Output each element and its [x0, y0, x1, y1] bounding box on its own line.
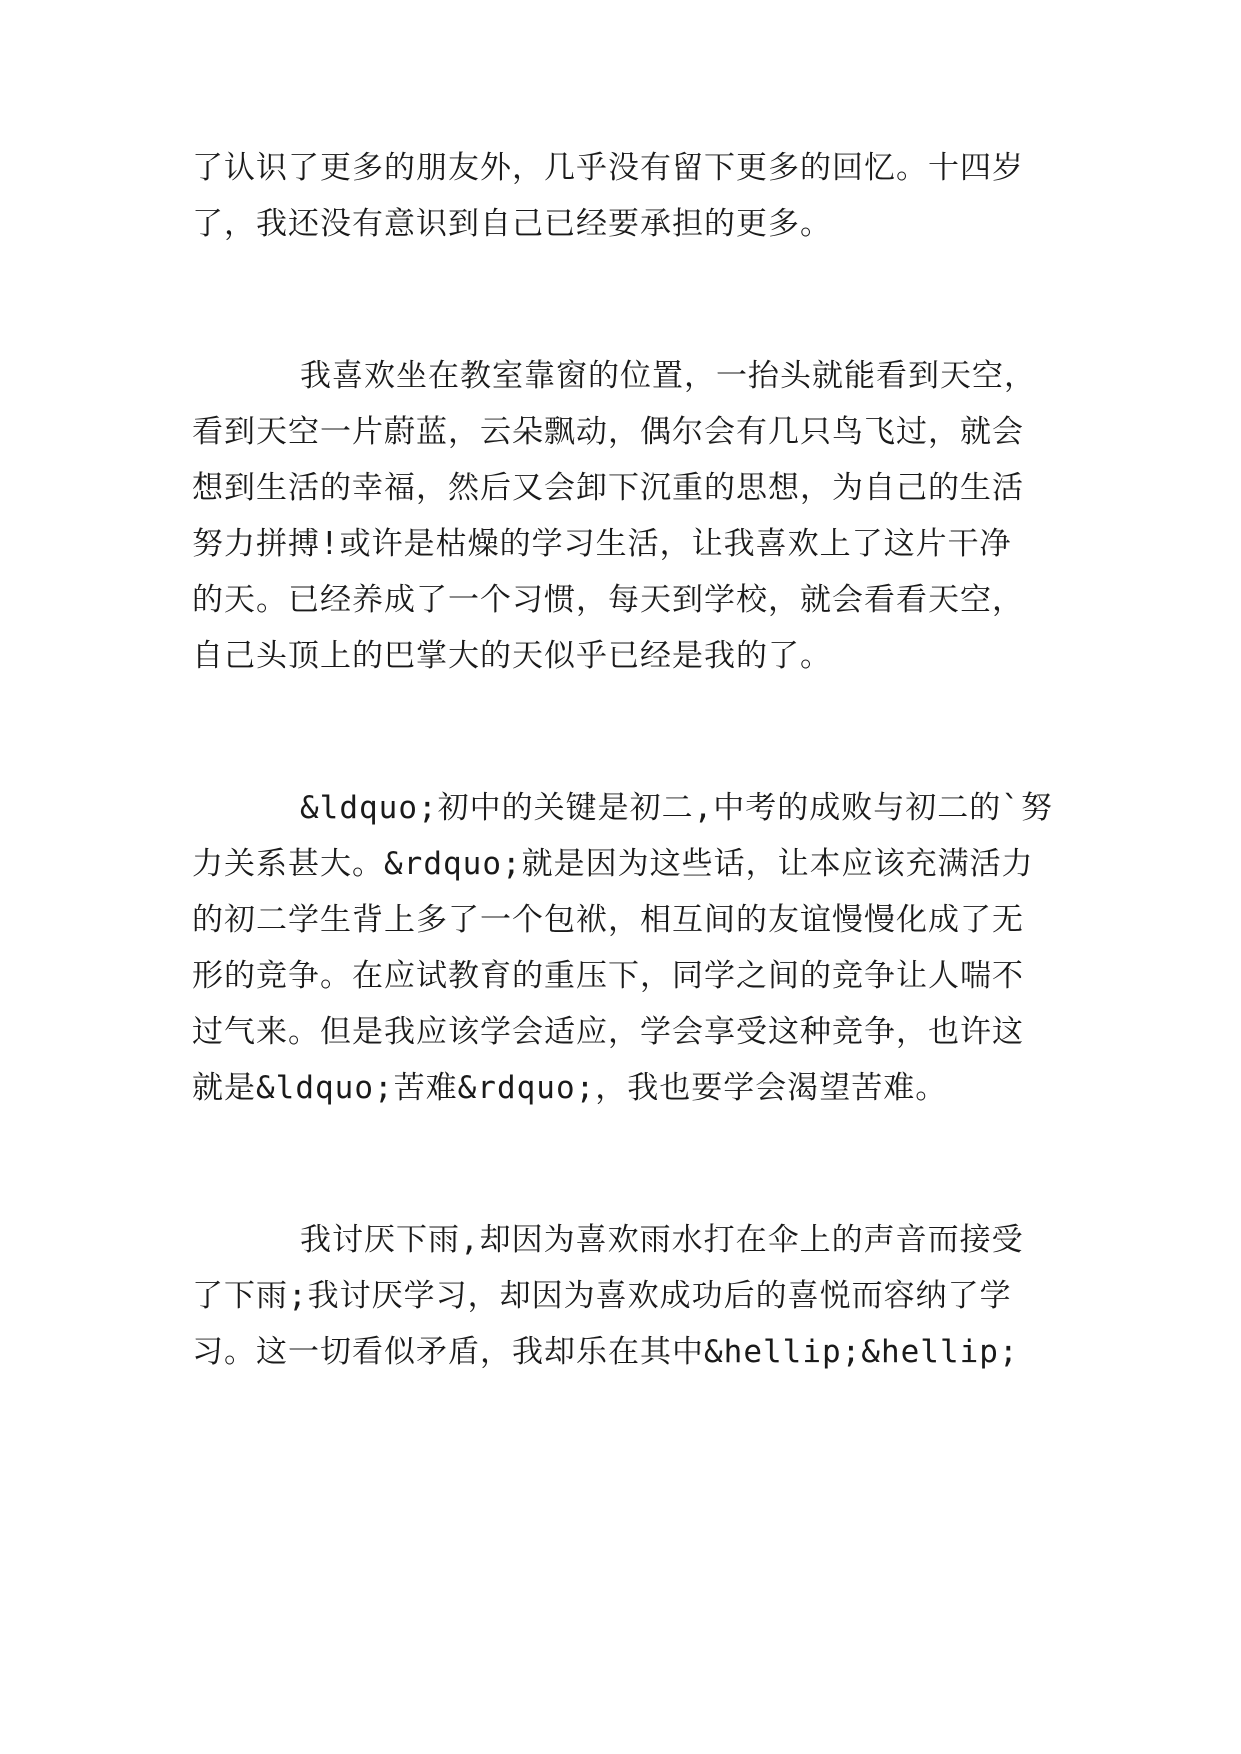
paragraph-4-line-1: 我讨厌下雨,却因为喜欢雨水打在伞上的声音而接受: [300, 1222, 1024, 1258]
paragraph-3-line-3: 的初二学生背上多了一个包袱，相互间的友谊慢慢化成了无: [192, 902, 1024, 938]
paragraph-3-line-4: 形的竞争。在应试教育的重压下，同学之间的竞争让人喘不: [192, 958, 1024, 994]
paragraph-4-line-3: 习。这一切看似矛盾，我却乐在其中&hellip;&hellip;: [192, 1334, 1019, 1370]
paragraph-2-line-1: 我喜欢坐在教室靠窗的位置，一抬头就能看到天空，: [300, 358, 1036, 394]
paragraph-3-line-1: &ldquo;初中的关键是初二,中考的成败与初二的`努: [300, 790, 1053, 826]
paragraph-2-line-4: 努力拼搏!或许是枯燥的学习生活，让我喜欢上了这片干净: [192, 526, 1012, 562]
paragraph-2-line-2: 看到天空一片蔚蓝，云朵飘动，偶尔会有几只鸟飞过，就会: [192, 414, 1024, 450]
paragraph-2-line-5: 的天。已经养成了一个习惯，每天到学校，就会看看天空，: [192, 582, 1024, 618]
paragraph-2-line-6: 自己头顶上的巴掌大的天似乎已经是我的了。: [192, 638, 832, 674]
paragraph-1-line-1: 了认识了更多的朋友外，几乎没有留下更多的回忆。十四岁: [192, 150, 1024, 186]
paragraph-1-line-2: 了，我还没有意识到自己已经要承担的更多。: [192, 206, 832, 242]
paragraph-3-line-5: 过气来。但是我应该学会适应，学会享受这种竞争，也许这: [192, 1014, 1024, 1050]
paragraph-2-line-3: 想到生活的幸福，然后又会卸下沉重的思想，为自己的生活: [192, 470, 1024, 506]
paragraph-3-line-6: 就是&ldquo;苦难&rdquo;，我也要学会渴望苦难。: [192, 1070, 948, 1106]
paragraph-3-line-2: 力关系甚大。&rdquo;就是因为这些话，让本应该充满活力: [192, 846, 1034, 882]
paragraph-4-line-2: 了下雨;我讨厌学习，却因为喜欢成功后的喜悦而容纳了学: [192, 1278, 1012, 1314]
